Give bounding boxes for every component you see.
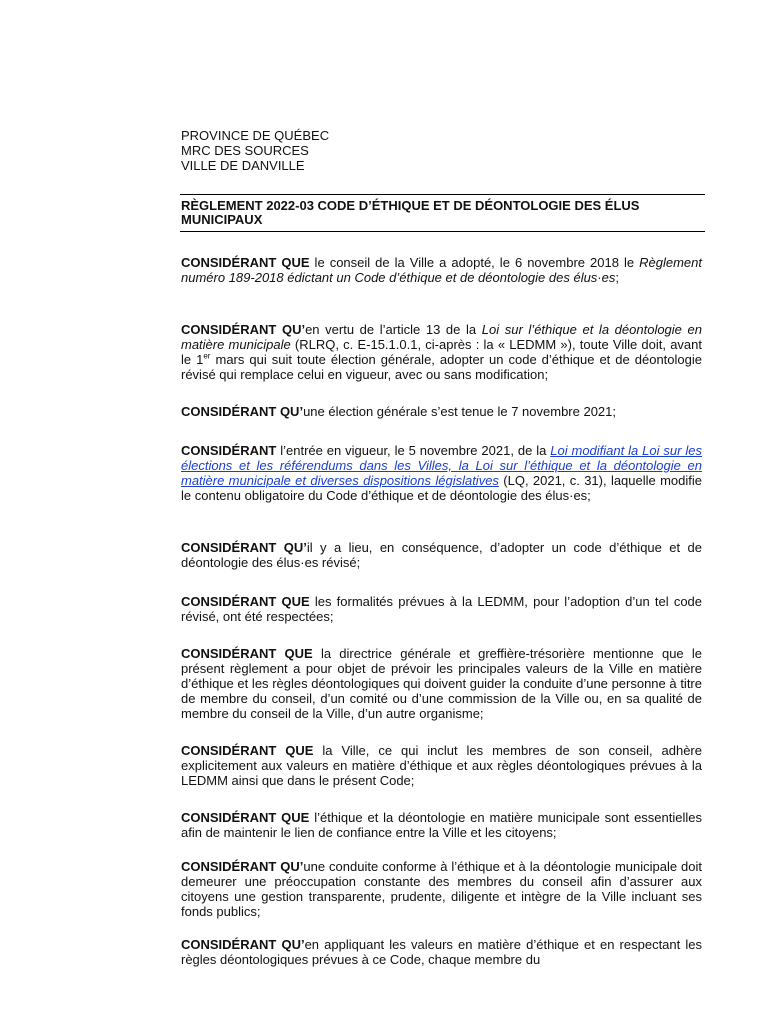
considerant-paragraph-6: CONSIDÉRANT QUE les formalités prévues à la LEDMM, pour l’adoption d’un tel code révisé, ont été respectées; — [181, 594, 703, 624]
title-bottom-rule — [180, 231, 705, 232]
considerant-paragraph-11: CONSIDÉRANT QU’en appliquant les valeurs en matière d’éthique et en respectant les règles déontologiques prévues à ce Code, chaque membre du — [181, 937, 702, 967]
bylaw-title: RÈGLEMENT 2022-03 CODE D’ÉTHIQUE ET DE DÉONTOLOGIE DES ÉLUS MUNICIPAUX — [181, 198, 640, 227]
considerant-paragraph-2: CONSIDÉRANT QU’en vertu de l’article 13 de la Loi sur l’éthique et la déontologie en matière municipale (RLRQ, c. E-15.1.0.1, ci-après : la « LEDMM »), toute Ville doit, avant le 1er mars qui suit toute élection générale, adopter un code d’éthique et de déontologie révisé qui remplace celui en vigueur, avec ou sans modification; — [181, 322, 703, 382]
header-mrc: MRC DES SOURCES — [181, 143, 309, 158]
header-province: PROVINCE DE QUÉBEC — [181, 128, 330, 143]
considerant-paragraph-4: CONSIDÉRANT l’entrée en vigueur, le 5 novembre 2021, de la Loi modifiant la Loi sur les élections et les référendums dans les Villes, la Loi sur l’éthique et la déontologie en matière municipale et diverses dispositions législatives (LQ, 2021, c. 31), laquelle modifie le contenu obligatoire du Code d’éthique et de déontologie des élus·es; — [181, 443, 702, 503]
considerant-paragraph-5: CONSIDÉRANT QU’il y a lieu, en conséquence, d’adopter un code d’éthique et de déontologie des élus·es révisé; — [181, 540, 702, 570]
document-header — [181, 128, 329, 173]
considerant-paragraph-3: CONSIDÉRANT QU’une élection générale s’est tenue le 7 novembre 2021; — [181, 404, 617, 419]
considerant-paragraph-9: CONSIDÉRANT QUE l’éthique et la déontologie en matière municipale sont essentielles afin de maintenir le lien de confiance entre la Ville et les citoyens; — [181, 810, 702, 840]
law-reference-link[interactable]: Loi modifiant la Loi sur les élections et les référendums dans les Villes, la Loi sur l’éthique et la déontologie en matière municipale et diverses dispositions législatives — [181, 443, 702, 488]
considerant-paragraph-8: CONSIDÉRANT QUE la Ville, ce qui inclut les membres de son conseil, adhère explicitement aux valeurs en matière d’éthique et aux règles déontologiques prévues à la LEDMM ainsi que dans le présent Code; — [181, 743, 702, 788]
considerant-paragraph-7: CONSIDÉRANT QUE la directrice générale et greffière-trésorière mentionne que le présent règlement a pour objet de prévoir les principales valeurs de la Ville en matière d’éthique et les règles déontologiques qui doivent guider la conduite d’une personne à titre de membre du conseil, d’un comité ou d’une commission de la Ville ou, en sa qualité de membre du conseil de la Ville, d’un autre organisme; — [181, 646, 702, 721]
considerant-paragraph-1: CONSIDÉRANT QUE le conseil de la Ville a adopté, le 6 novembre 2018 le Règlement numéro 189-2018 édictant un Code d’éthique et de déontologie des élus·es; — [181, 255, 702, 285]
header-ville: VILLE DE DANVILLE — [181, 158, 305, 173]
title-top-rule — [180, 194, 705, 195]
considerant-paragraph-10: CONSIDÉRANT QU’une conduite conforme à l’éthique et à la déontologie municipale doit demeurer une préoccupation constante des membres du conseil afin d’assurer aux citoyens une gestion transparente, prudente, diligente et intègre de la Ville incluant ses fonds publics; — [181, 859, 702, 919]
